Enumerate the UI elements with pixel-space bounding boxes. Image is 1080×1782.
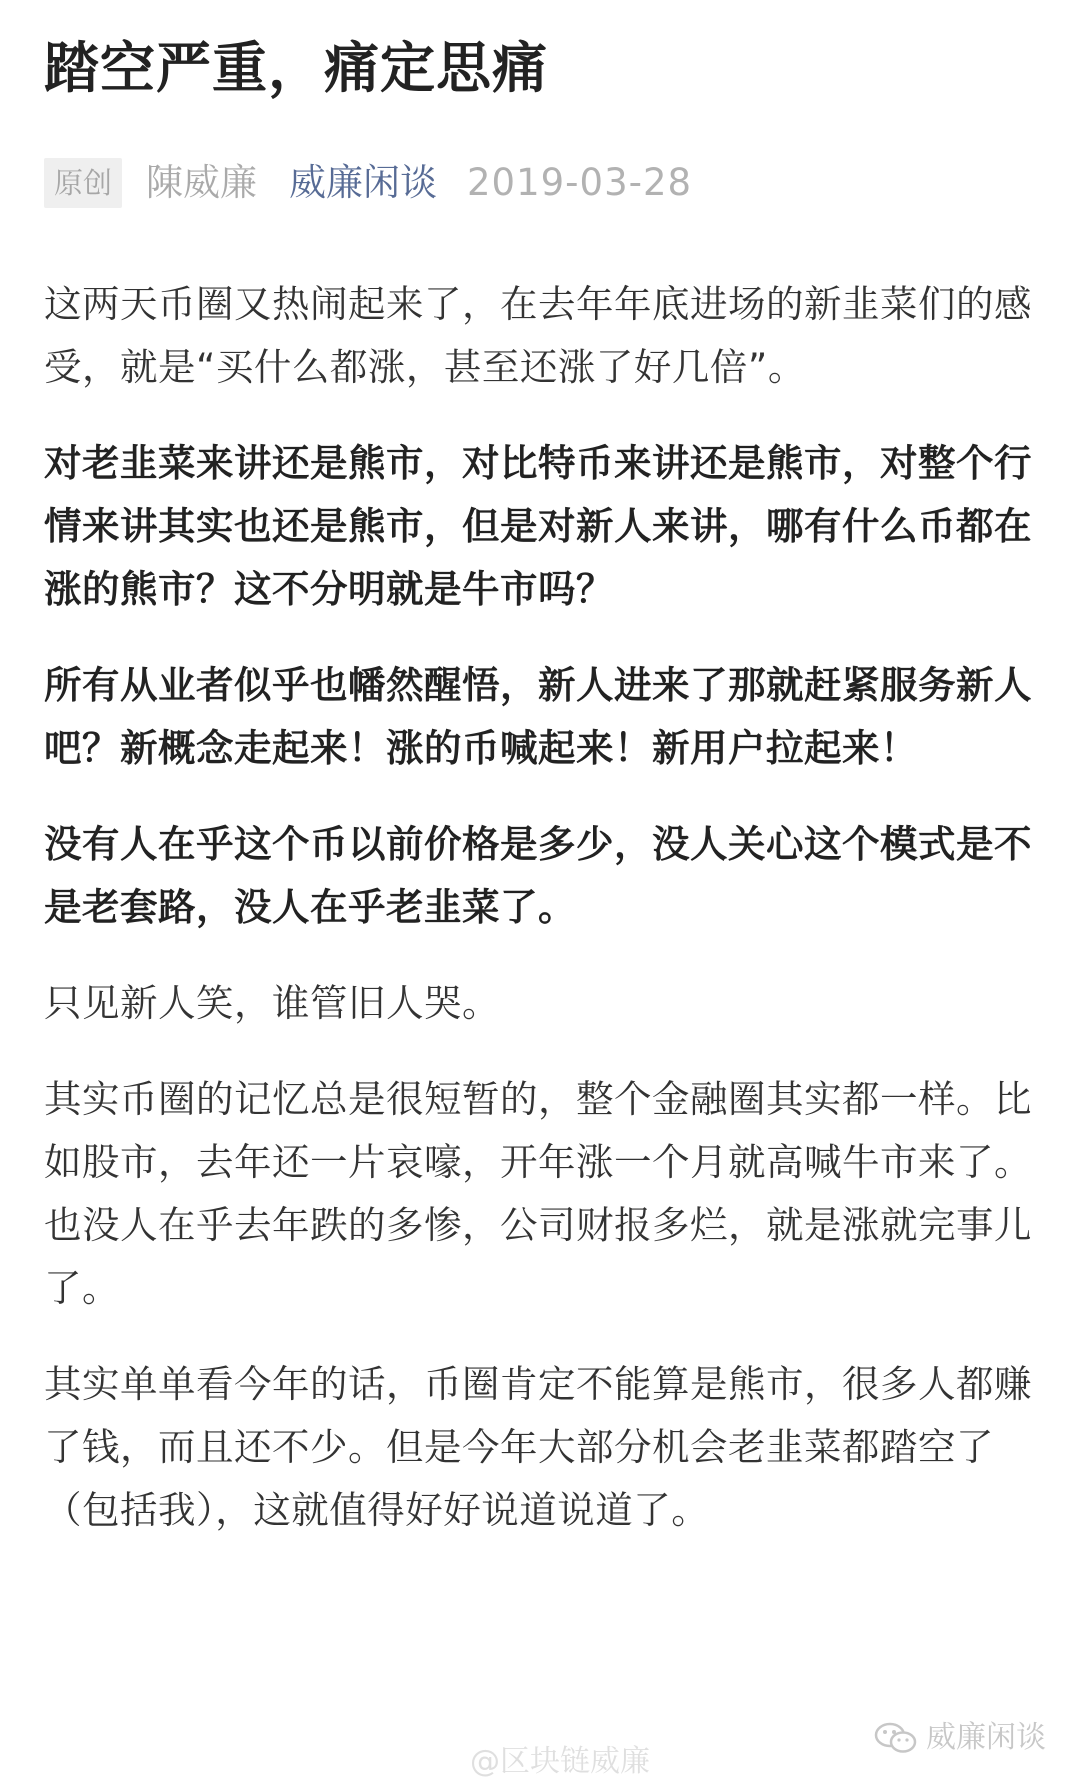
paragraph: 其实币圈的记忆总是很短暂的，整个金融圈其实都一样。比如股市，去年还一片哀嚎，开年涨一个月就高喊牛市来了。也没人在乎去年跌的多惨，公司财报多烂，就是涨就完事儿了。 (44, 1077, 1032, 1310)
original-badge: 原创 (44, 158, 122, 208)
paragraph: 只见新人笑，谁管旧人哭。 (44, 981, 500, 1025)
article (44, 28, 1038, 1575)
wechat-watermark-text: 威廉闲谈 (926, 1720, 1046, 1755)
paragraph: 这两天币圈又热闹起来了，在去年年底进场的新韭菜们的感受，就是“买什么都涨，甚至还涨了好几倍”。 (44, 282, 1032, 389)
paragraph: 没有人在乎这个币以前价格是多少，没人关心这个模式是不是老套路，没人在乎老韭菜了。 (44, 822, 1032, 929)
account-link[interactable]: 威廉闲谈 (289, 161, 438, 204)
publish-date: 2019-03-28 (467, 161, 693, 204)
wechat-watermark (874, 1718, 1046, 1758)
article-meta (44, 156, 1038, 210)
article-title: 踏空严重，痛定思痛 (44, 36, 549, 100)
wechat-icon (874, 1721, 918, 1755)
paragraph: 所有从业者似乎也幡然醒悟，新人进来了那就赶紧服务新人吧？新概念走起来！涨的币喊起来！新用户拉起来！ (44, 663, 1032, 770)
author-name: 陳威廉 (146, 161, 258, 204)
article-body (44, 273, 1038, 1542)
paragraph: 其实单单看今年的话，币圈肯定不能算是熊市，很多人都赚了钱，而且还不少。但是今年大部分机会老韭菜都踏空了（包括我），这就值得好好说道说道了。 (44, 1362, 1032, 1532)
paragraph: 对老韭菜来讲还是熊市，对比特币来讲还是熊市，对整个行情来讲其实也还是熊市，但是对新人来讲，哪有什么币都在涨的熊市？这不分明就是牛市吗？ (44, 441, 1032, 611)
weibo-watermark: @区块链威廉 (470, 1744, 650, 1779)
